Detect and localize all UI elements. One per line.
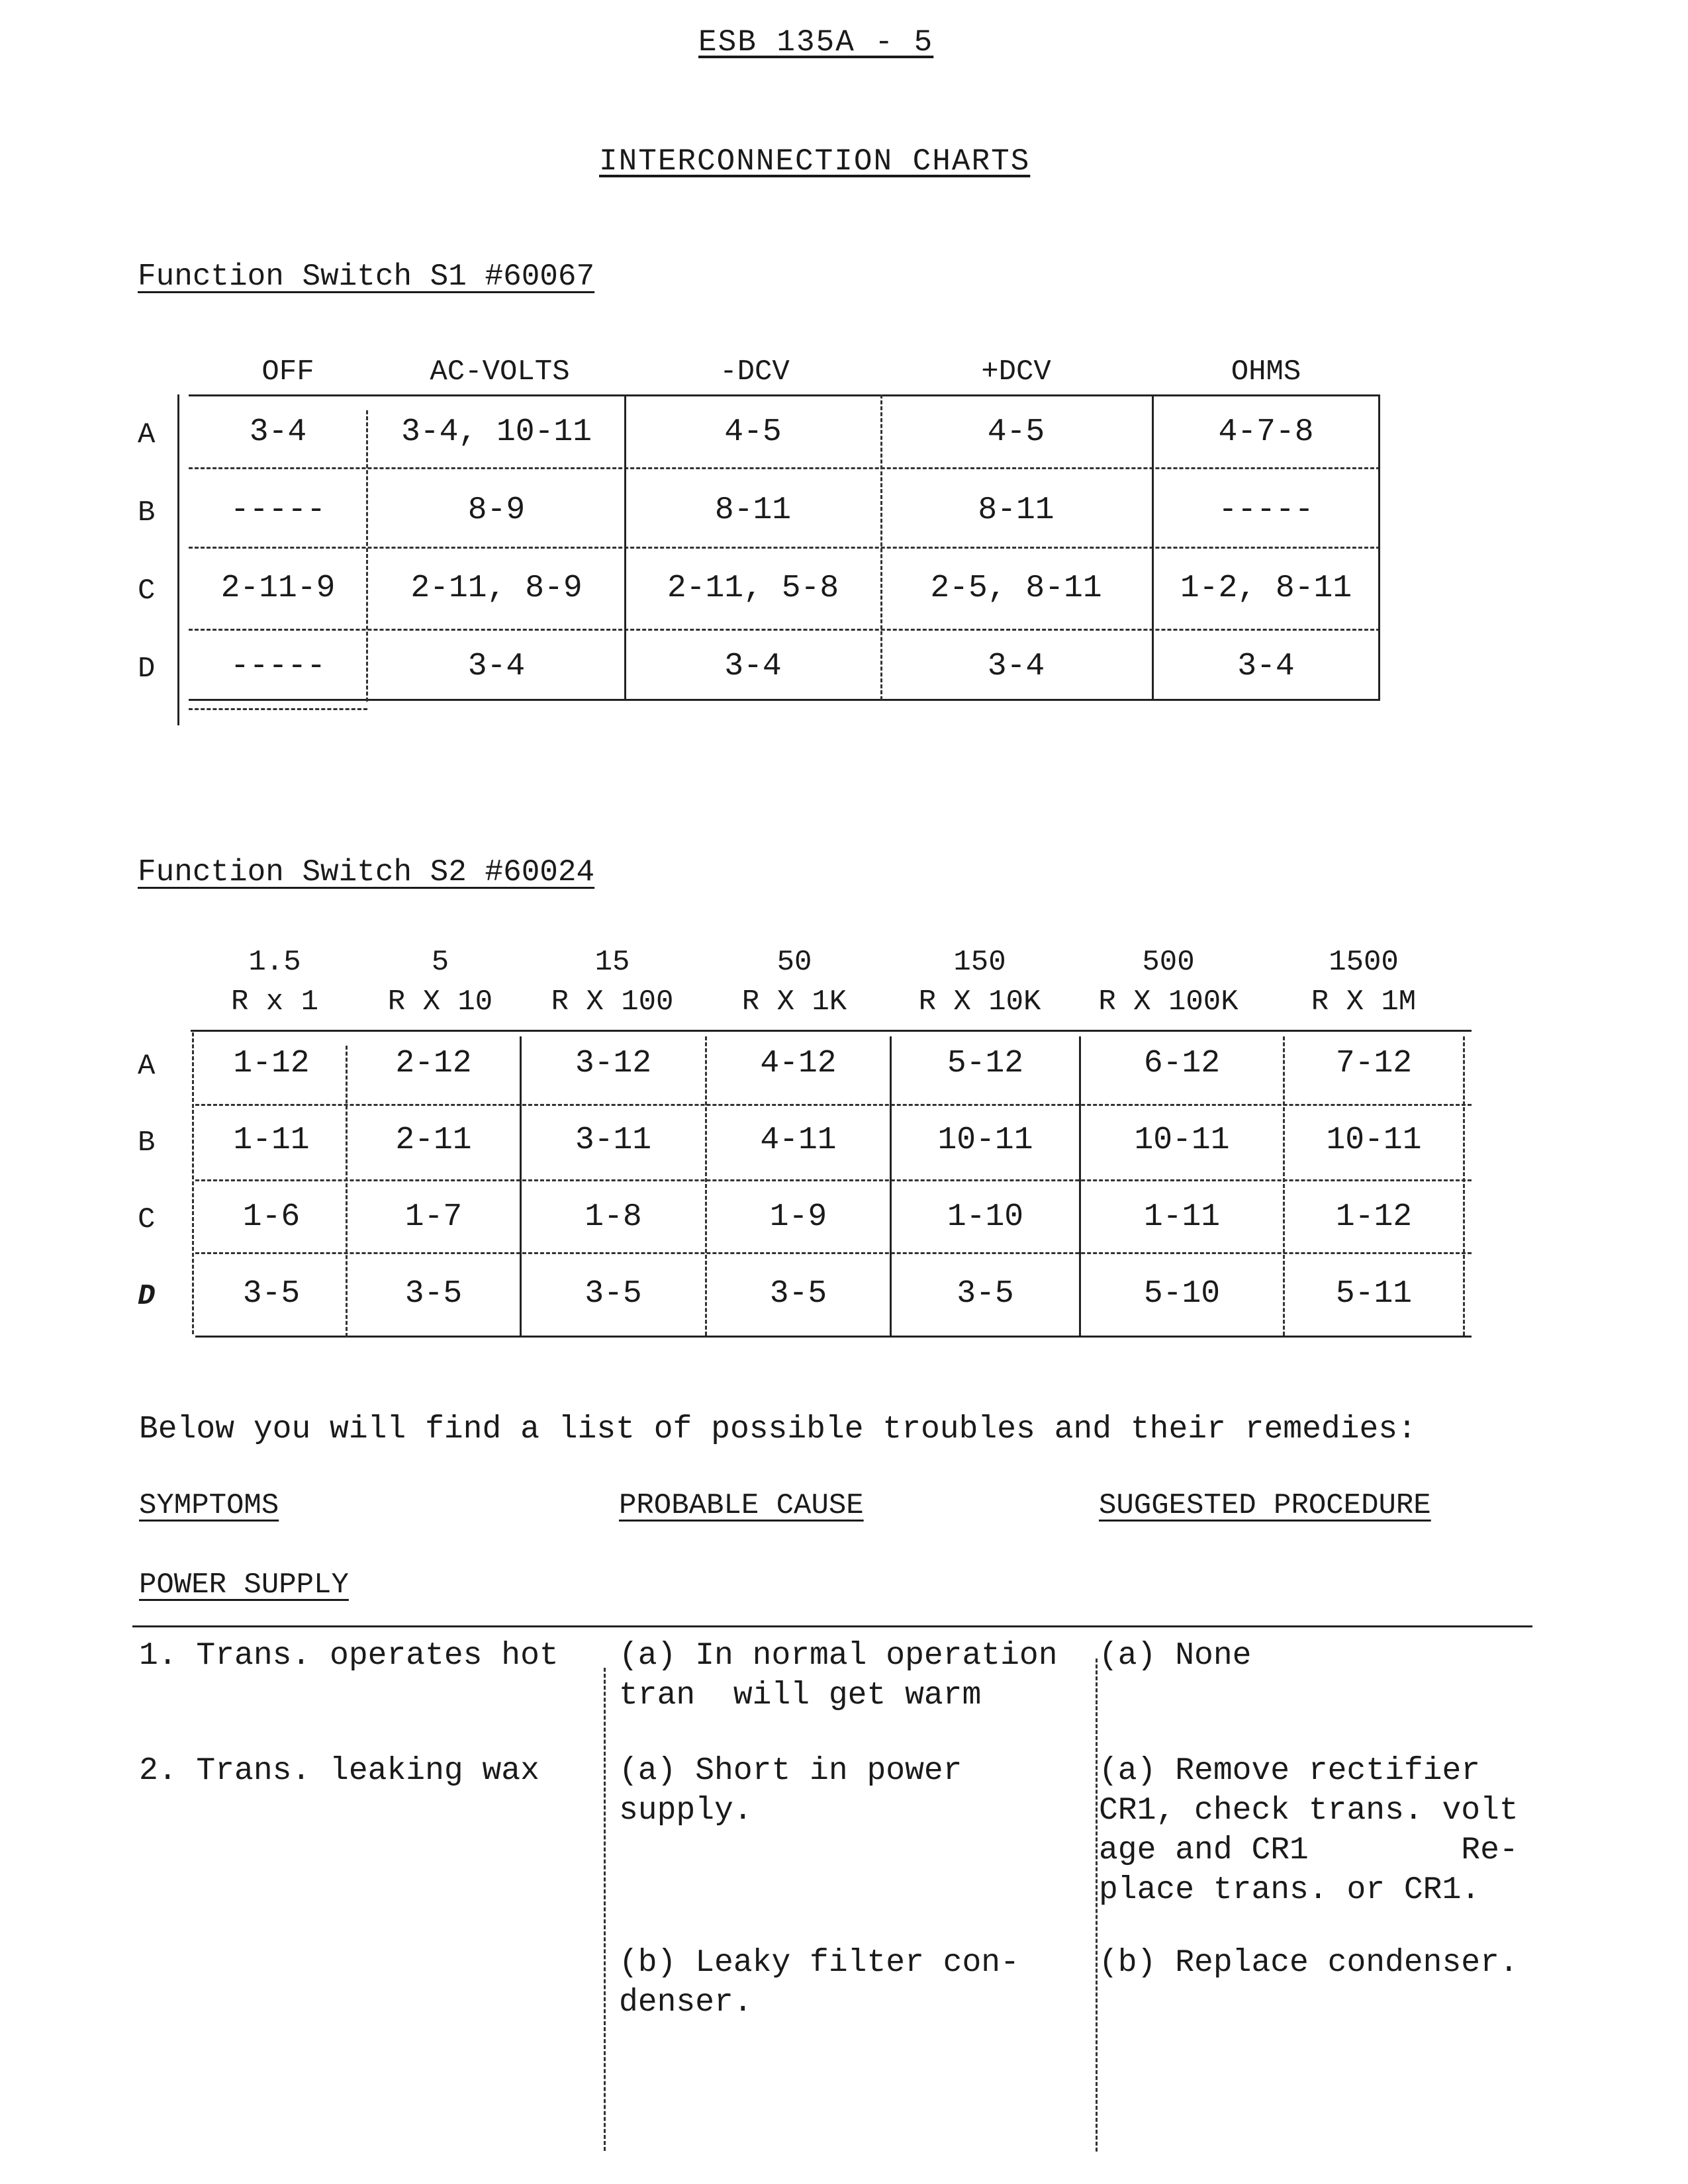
switch2-row-label: A: [138, 1050, 156, 1083]
col-heading-symptoms: SYMPTOMS: [139, 1489, 279, 1522]
switch1-cell: 4-5: [724, 414, 782, 450]
switch1-row-label: C: [138, 574, 156, 608]
switch1-col-header: +DCV: [981, 355, 1051, 388]
switch2-col-multiplier: R x 1: [230, 985, 319, 1019]
switch2-col-header: [887, 942, 1072, 1022]
switch1-cell: 2-11-9: [220, 570, 336, 606]
switch2-cell: 6-12: [1143, 1046, 1221, 1081]
switch2-row-label: C: [138, 1203, 156, 1236]
switch2-cell: 1-6: [242, 1199, 301, 1235]
symptom-text: 1. Trans. operates hot: [139, 1638, 559, 1674]
switch2-cell: 2-12: [395, 1046, 472, 1081]
switch2-cell: 10-11: [1134, 1122, 1230, 1158]
column-divider: [1096, 1659, 1098, 2152]
cause-text: (a) In normal operation tran will get warm: [619, 1638, 1058, 1713]
switch1-cell: -----: [230, 492, 326, 528]
switch1-row-label: B: [138, 496, 156, 529]
switch1-cell: 8-11: [978, 492, 1055, 528]
switch1-heading: Function Switch S1 #60067: [138, 259, 595, 294]
switch2-col-header: [705, 942, 884, 1022]
switch2-col-multiplier: R X 1M: [1311, 985, 1417, 1019]
switch2-cell: 3-5: [404, 1276, 463, 1312]
switch1-cell: -----: [1218, 492, 1314, 528]
switch2-cell: 1-9: [769, 1199, 827, 1235]
switch1-cell: 8-11: [714, 492, 792, 528]
switch1-cell: 3-4: [249, 414, 307, 450]
switch2-cell: 3-5: [585, 1276, 642, 1312]
switch2-col-header: [523, 942, 702, 1022]
switch2-col-range: 50: [776, 946, 812, 979]
switch2-cell: 1-12: [233, 1046, 310, 1081]
grid-line: [1463, 1036, 1465, 1336]
switch2-col-multiplier: R X 10K: [918, 985, 1041, 1019]
switch2-col-range: 1500: [1329, 946, 1399, 979]
switch1-cell: -----: [230, 649, 326, 684]
grid-line: [195, 1252, 1472, 1254]
switch2-cell: 10-11: [1326, 1122, 1422, 1158]
section-divider: [132, 1625, 1532, 1627]
switch2-col-range: 5: [431, 946, 449, 979]
switch2-row-label: B: [138, 1126, 156, 1160]
cause-text: (a) Short in power supply.: [619, 1753, 962, 1829]
document-number: ESB 135A - 5: [698, 25, 934, 60]
switch1-cell: 2-11, 8-9: [410, 570, 583, 606]
switch2-cell: 7-12: [1335, 1046, 1413, 1081]
grid-line: [177, 394, 179, 725]
grid-line: [195, 1179, 1472, 1181]
switch2-cell: 2-11: [395, 1122, 472, 1158]
col-heading-cause: PROBABLE CAUSE: [619, 1489, 864, 1522]
switch2-cell: 3-12: [575, 1046, 652, 1081]
procedure-text: (b) Replace condenser.: [1099, 1945, 1519, 1981]
switch1-cell: 3-4: [724, 649, 782, 684]
switch1-cell: 2-11, 5-8: [667, 570, 839, 606]
cause-text: (b) Leaky filter con- denser.: [619, 1945, 1019, 2021]
column-divider: [604, 1668, 606, 2151]
switch2-col-header: [361, 942, 520, 1022]
switch2-cell: 5-11: [1335, 1276, 1413, 1312]
switch2-cell: 4-11: [760, 1122, 837, 1158]
switch2-cell: 5-12: [947, 1046, 1024, 1081]
switch2-col-header: [1271, 942, 1456, 1022]
switch2-cell: 3-11: [575, 1122, 652, 1158]
grid-line: [192, 1032, 194, 1334]
switch1-col-header: OHMS: [1231, 355, 1301, 388]
switch2-col-multiplier: R X 10: [387, 985, 493, 1019]
switch1-cell: 1-2, 8-11: [1180, 570, 1352, 606]
grid-line: [189, 708, 367, 710]
switch2-heading: Function Switch S2 #60024: [138, 855, 595, 889]
switch1-cell: 3-4: [467, 649, 526, 684]
troubles-intro: Below you will find a list of possible troubles and their remedies:: [139, 1412, 1417, 1447]
switch2-col-range: 15: [594, 946, 630, 979]
grid-line: [189, 394, 1380, 396]
section-power-supply: POWER SUPPLY: [139, 1569, 349, 1602]
switch2-cell: 1-10: [947, 1199, 1024, 1235]
switch1-col-header: -DCV: [720, 355, 790, 388]
switch2-cell: 3-5: [769, 1276, 827, 1312]
switch2-col-range: 500: [1142, 946, 1195, 979]
switch2-cell: 1-7: [404, 1199, 463, 1235]
switch2-cell: 1-11: [1143, 1199, 1221, 1235]
switch2-cell: 1-8: [585, 1199, 642, 1235]
procedure-text: (a) Remove rectifier CR1, check trans. volt age and CR1 Re- place trans. or CR1.: [1099, 1753, 1519, 1908]
switch2-col-multiplier: R X 100K: [1098, 985, 1239, 1019]
grid-line: [195, 1336, 1472, 1338]
switch2-row-label: D: [138, 1280, 156, 1313]
switch2-col-header: [199, 942, 351, 1022]
page-title: INTERCONNECTION CHARTS: [599, 144, 1031, 179]
switch2-col-multiplier: R X 100: [551, 985, 674, 1019]
switch2-cell: 1-12: [1335, 1199, 1413, 1235]
switch1-col-header: OFF: [261, 355, 314, 388]
switch1-cell: 3-4, 10-11: [400, 414, 592, 450]
switch2-cell: 3-5: [242, 1276, 301, 1312]
switch2-cell: 3-5: [957, 1276, 1014, 1312]
switch1-cell: 3-4: [1237, 649, 1295, 684]
switch1-cell: 2-5, 8-11: [930, 570, 1102, 606]
procedure-text: (a) None: [1099, 1638, 1252, 1674]
switch1-col-header: AC-VOLTS: [430, 355, 570, 388]
switch1-row-label: D: [138, 653, 156, 686]
switch2-cell: 4-12: [760, 1046, 837, 1081]
switch1-cell: 4-5: [987, 414, 1045, 450]
grid-line: [191, 1030, 1472, 1032]
col-heading-procedure: SUGGESTED PROCEDURE: [1099, 1489, 1431, 1522]
switch2-col-range: 1.5: [248, 946, 301, 979]
switch1-cell: 4-7-8: [1218, 414, 1314, 450]
grid-line: [195, 1104, 1472, 1106]
switch2-col-range: 150: [953, 946, 1006, 979]
switch1-cell: 3-4: [987, 649, 1045, 684]
switch1-cell: 8-9: [467, 492, 526, 528]
switch2-col-multiplier: R X 1K: [741, 985, 847, 1019]
switch2-cell: 10-11: [937, 1122, 1033, 1158]
symptom-text: 2. Trans. leaking wax: [139, 1753, 539, 1789]
switch2-cell: 5-10: [1143, 1276, 1221, 1312]
switch2-cell: 1-11: [233, 1122, 310, 1158]
switch2-col-header: [1069, 942, 1268, 1022]
switch1-row-label: A: [138, 418, 156, 451]
